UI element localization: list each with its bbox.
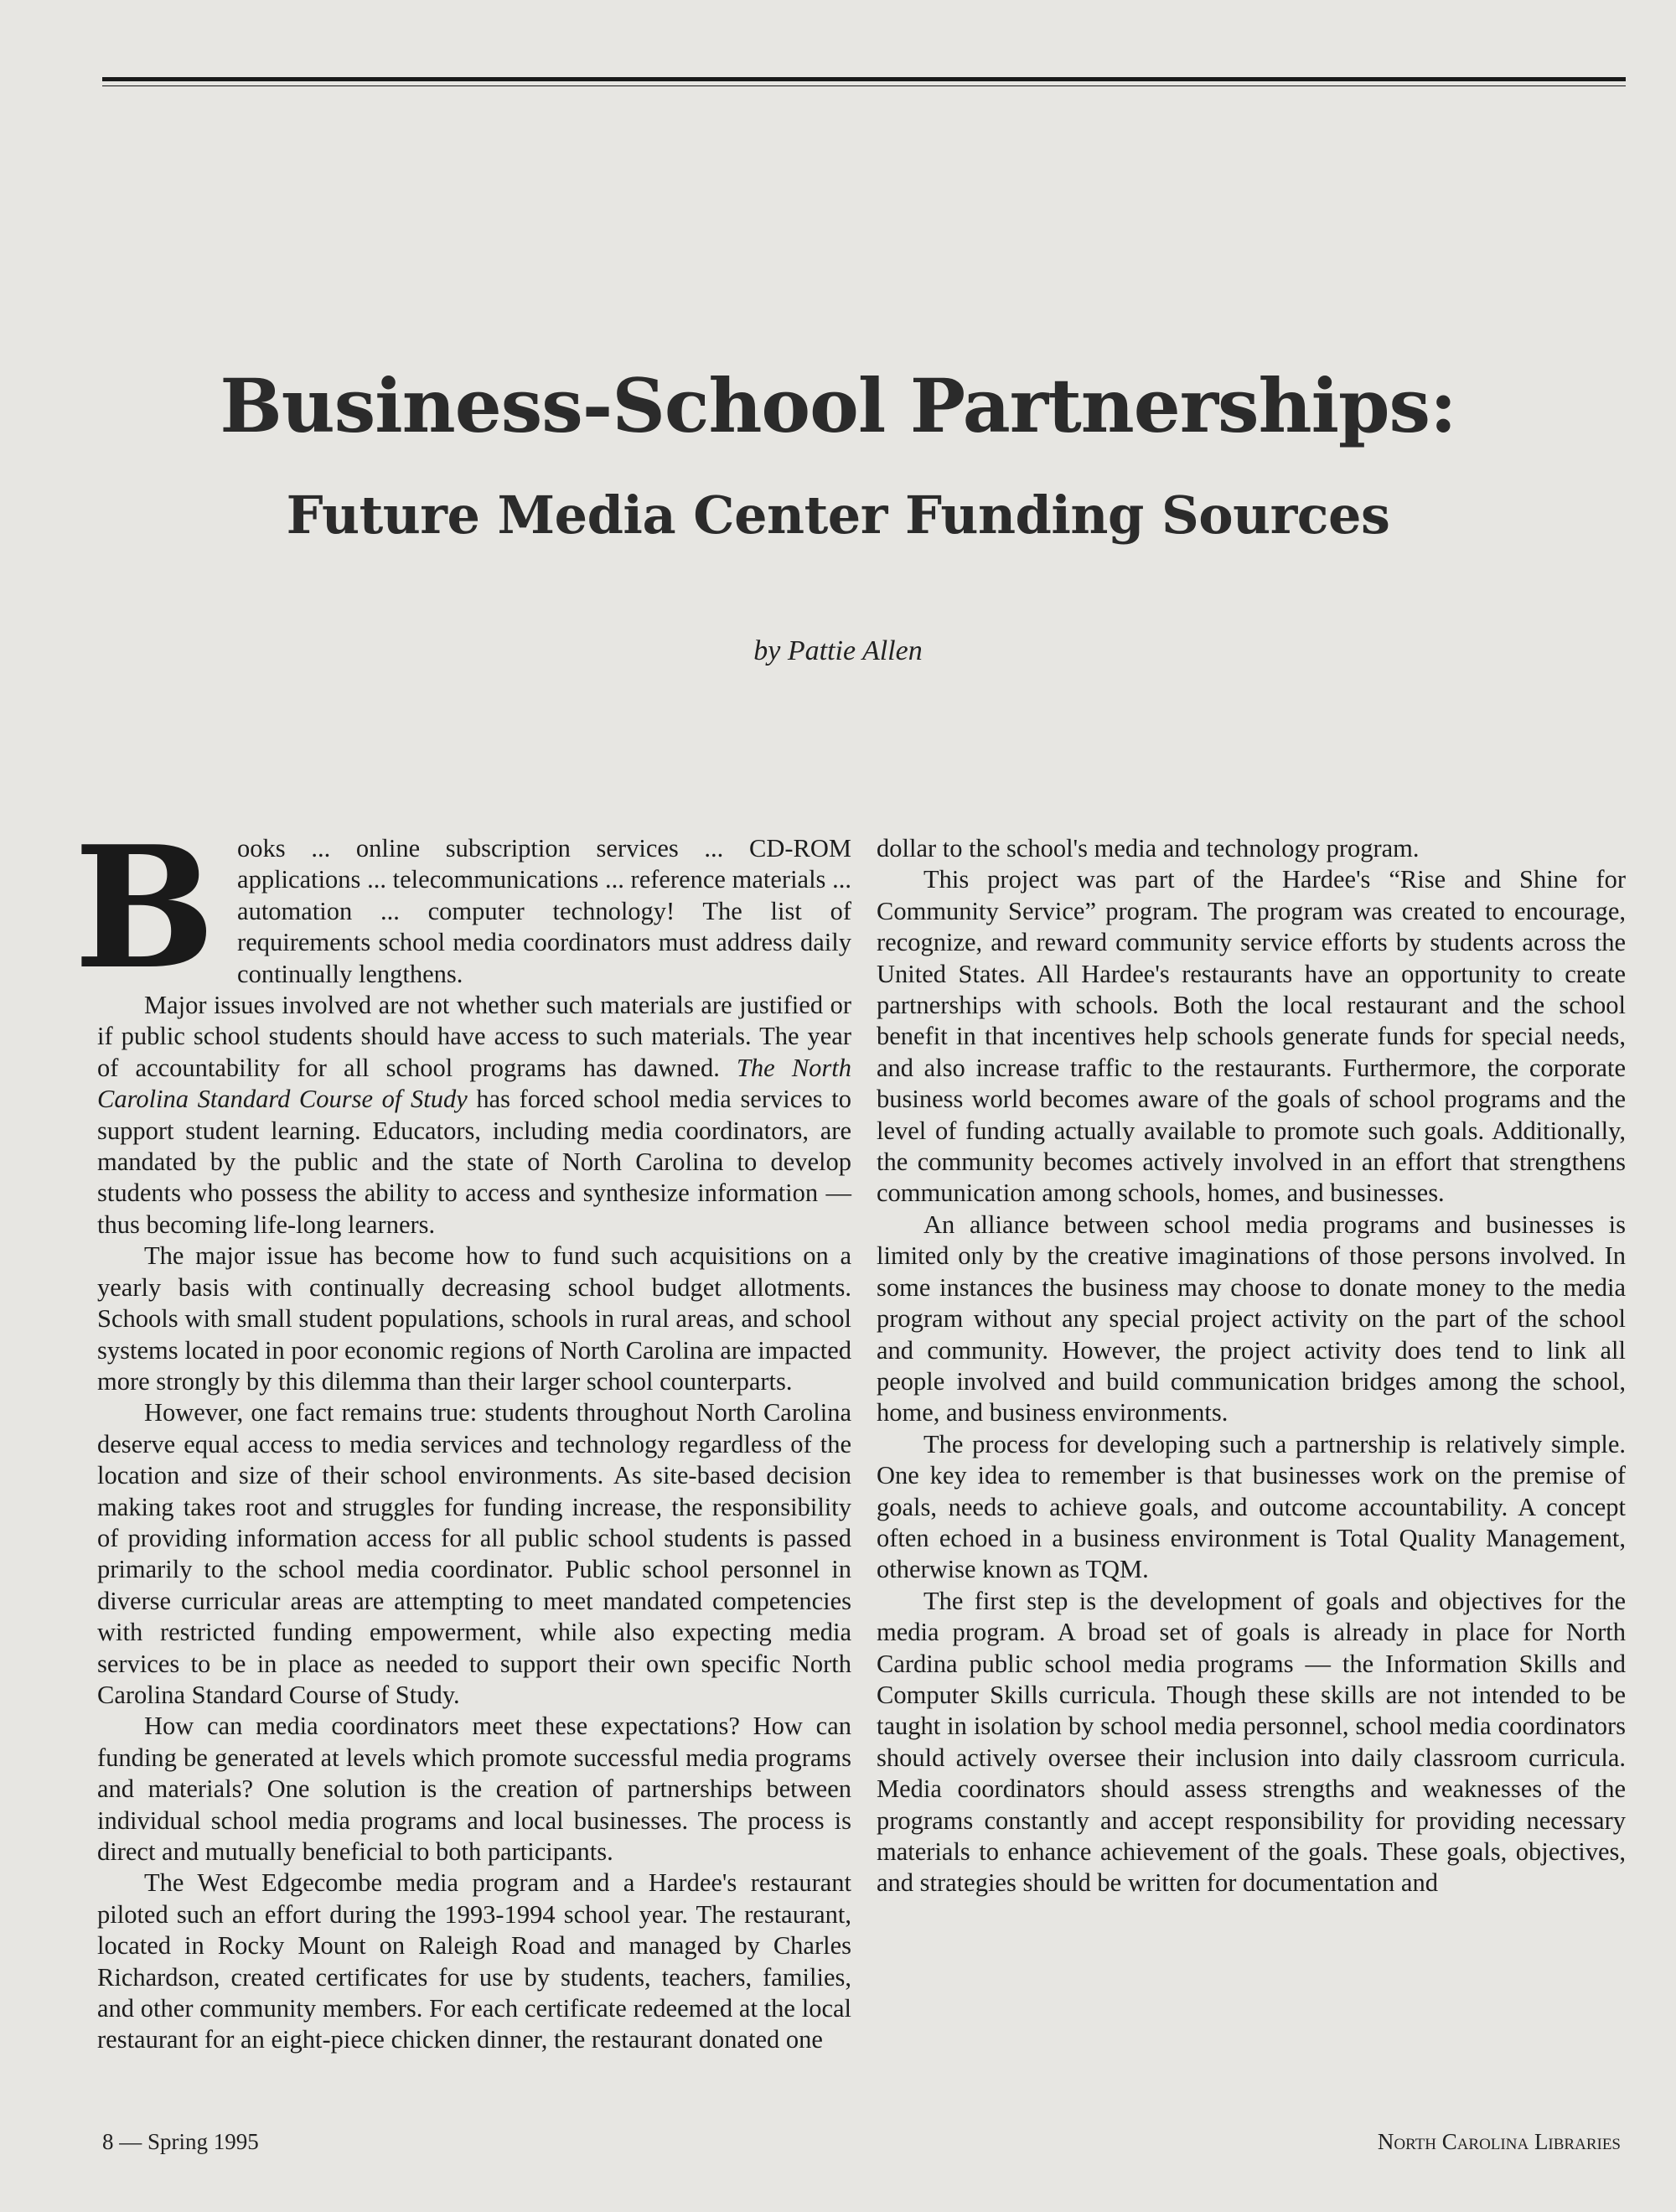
paragraph-1: Books ... online subscription services ... CD-ROM applications ... telecommunications ... reference materials ... automation ... computer technology! The list of requirements school media coordinators must address daily continually lengthens.	[74, 810, 851, 1007]
article-byline: by Pattie Allen	[753, 635, 923, 666]
left-column	[74, 810, 852, 2057]
paragraph-2: Major issues involved are not whether such materials are justified or if public school students should have access to such materials. The year of accountability for all school programs has dawned. The North Carolina Standard Course of Study has forced school media services to support student learning. Educators, including media coordinators, are mandated by the public and the state of North Carolina to develop students who possess the ability to access and synthesize information — thus becoming life-long learners.	[97, 991, 852, 1239]
top-rule	[102, 77, 1626, 81]
paragraph-10: The first step is the development of goals and objectives for the media program. A broad set of goals is already in place for North Cardina public school media programs — the Information Skills and Computer Skills curricula. Though these skills are not intended to be taught in isolation by school media personnel, school media coordinators should actively oversee their inclusion into daily classroom curricula. Media coordinators should assess strengths and weaknesses of the programs constantly and accept responsibility for providing necessary materials to enhance achievement of the goals. These goals, objectives, and strategies should be written for documentation and	[877, 1586, 1626, 1898]
article-subtitle: Future Media Center Funding Sources	[286, 484, 1390, 546]
paragraph-6-continued: dollar to the school's media and technology program.	[877, 834, 1420, 863]
drop-cap: B	[74, 810, 216, 1007]
article-title: Business-School Partnerships:	[220, 362, 1456, 449]
right-column	[877, 833, 1626, 2057]
paragraph-3: The major issue has become how to fund such acquisitions on a yearly basis with continually decreasing school budget allotments. Schools with small student populations, schools in rural areas, and school systems located in poor economic regions of North Carolina are impacted more strongly by this dilemma than their larger school counterparts.	[97, 1241, 851, 1396]
paragraph-4: However, one fact remains true: students throughout North Carolina deserve equal access to media services and technology regardless of the location and size of their school environments. As site-based decision making takes root and struggles for funding increase, the responsibility of providing information access for all public school students is passed primarily to the school media coordinator. Public school personnel in diverse curricular areas are attempting to meet mandated competencies with restricted funding empowerment, while also expecting media services to be in place as needed to support their own specific North Carolina Standard Course of Study.	[97, 1398, 851, 1709]
paragraph-7: This project was part of the Hardee's “Rise and Shine for Community Service” program. The program was created to encourage, recognize, and reward community service efforts by students across the United States. All Hardee's restaurants have an opportunity to create partnerships with schools. Both the local restaurant and the school benefit in that incentives help schools generate funds for special needs, and also increase traffic to the restaurants. Furthermore, the corporate business world becomes aware of the goals of school programs and the level of funding actually available to promote such goals. Additionally, the community becomes actively involved in an effort that strengthens communication among schools, homes, and businesses.	[877, 865, 1626, 1208]
paragraph-6: The West Edgecombe media program and a Hardee's restaurant piloted such an effort during the 1993-1994 school year. The restaurant, located in Rocky Mount on Raleigh Road and managed by Charles Richardson, created certificates for use by students, teachers, families, and other community members. For each certificate redeemed at the local restaurant for an eight-piece chicken dinner, the restaurant donated one	[97, 1868, 851, 2054]
paragraph-5: How can media coordinators meet these expectations? How can funding be generated at levels which promote successful media programs and materials? One solution is the creation of partnerships between individual school media programs and local businesses. The process is direct and mutually beneficial to both participants.	[97, 1712, 851, 1866]
page-footer-right: North Carolina Libraries	[1377, 2129, 1621, 2154]
paragraph-8: An alliance between school media programs and businesses is limited only by the creative imaginations of those persons involved. In some instances the business may choose to donate money to the media program without any special project activity on the part of the school and community. However, the project activity does tend to link all people involved and build communication bridges among the school, home, and business environments.	[877, 1210, 1626, 1427]
paragraph-9: The process for developing such a partnership is relatively simple. One key idea to remember is that businesses work on the premise of goals, needs to achieve goals, and outcome accountability. A concept often echoed in a business environment is Total Quality Management, otherwise known as TQM.	[877, 1429, 1626, 1584]
page-footer-left: 8 — Spring 1995	[102, 2129, 259, 2154]
